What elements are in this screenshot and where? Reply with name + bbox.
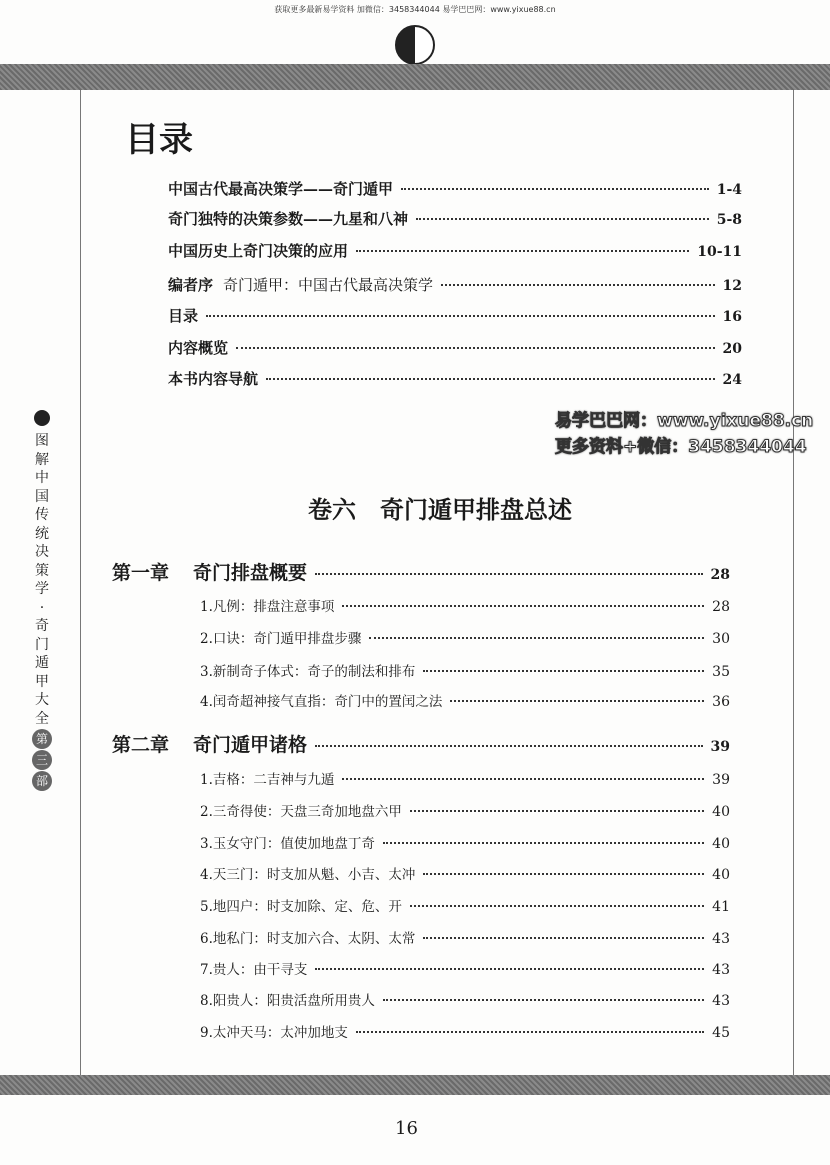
toc-title: 目录 [168,307,199,325]
watermark-line: 易学巴巴网：www.yixue88.cn [555,411,814,431]
section-page: 43 [712,993,730,1009]
toc-page: 24 [722,372,742,388]
toc-entry [168,208,742,229]
section-label: 1.吉格：二吉神与九遁 [200,772,335,788]
chapter-label [112,558,307,585]
side-badge: 三 [32,750,52,770]
leader-dots [356,250,689,252]
toc-page: 1-4 [716,182,742,198]
leader-dots [342,778,704,780]
side-char: 奇 [35,618,49,634]
toc-entry [168,337,742,358]
side-char: · [39,599,45,616]
section-entry [200,800,730,820]
section-label: 4.天三门：时支加从魁、小吉、太冲 [200,867,416,883]
side-char: 中 [35,470,49,486]
section-entry [200,989,730,1009]
toc-title: 中国历史上奇门决策的应用 [168,242,349,260]
leader-dots [356,1031,704,1033]
section-label: 2.三奇得使：天盘三奇加地盘六甲 [200,804,402,820]
toc-page: 20 [722,341,742,357]
toc-label [168,368,258,389]
section-page: 43 [712,962,730,978]
section-entry [200,690,730,710]
watermark [555,408,813,460]
toc-title: 本书内容导航 [168,370,259,388]
side-char: 决 [35,544,49,560]
toc-title: 奇门独特的决策参数——九星和八神 [168,210,409,228]
leader-dots [236,347,715,349]
section-page: 41 [712,899,730,915]
leader-dots [206,315,715,317]
leader-dots [410,905,704,907]
toc-label [168,178,393,199]
section-entry [200,595,730,615]
side-char: 策 [35,562,49,579]
section-entry [200,627,730,647]
leader-dots [423,937,704,939]
leader-dots [315,968,704,970]
section-page: 45 [712,1025,730,1041]
section-label: 7.贵人：由干寻支 [200,962,308,978]
side-char: 遁 [35,655,49,671]
section-entry [200,927,730,947]
section-label: 3.新制奇子体式：奇子的制法和排布 [200,664,416,680]
right-rule [793,90,794,1075]
section-entry [200,1021,730,1041]
section-page: 40 [712,836,730,852]
section-page: 36 [712,694,730,710]
header-band [0,64,830,90]
side-char: 解 [35,451,49,468]
side-series-title [30,410,54,792]
toc-label [168,337,228,358]
toc-label [168,305,198,326]
section-entry [200,832,730,852]
chapter-name: 奇门排盘概要 [193,562,308,584]
section-page: 35 [712,664,730,680]
section-page: 28 [712,599,730,615]
section-label: 2.口诀：奇门遁甲排盘步骤 [200,631,362,647]
side-char: 学 [35,581,49,597]
left-rule [80,90,81,1075]
section-label: 9.太冲天马：太冲加地支 [200,1025,348,1041]
side-badge: 部 [32,771,52,791]
side-char: 门 [35,636,49,653]
leader-dots [416,218,709,220]
chapter-page: 39 [710,739,730,755]
leader-dots [450,700,704,702]
chapter-name: 奇门遁甲诸格 [193,734,308,756]
section-label: 5.地四户：时支加除、定、危、开 [200,899,402,915]
section-page: 30 [712,631,730,647]
watermark-line: 更多资料+微信：3458344044 [555,437,807,457]
leader-dots [315,745,702,747]
section-label: 1.凡例：排盘注意事项 [200,599,335,615]
toc-entry [168,368,742,389]
chapter-entry [112,730,730,757]
side-char: 国 [35,488,49,505]
chapter-number: 第二章 [112,734,170,756]
section-heading: 卷六 奇门遁甲排盘总述 [308,496,572,524]
section-label: 6.地私门：时支加六合、太阴、太常 [200,931,416,947]
section-page: 39 [712,772,730,788]
leader-dots [342,605,704,607]
footer-band [0,1075,830,1095]
side-char: 传 [35,507,49,523]
leader-dots [441,284,714,286]
side-char: 大 [35,692,49,708]
toc-page: 10-11 [697,244,742,260]
side-char: 甲 [35,673,49,690]
leader-dots [410,810,704,812]
leader-dots [423,873,704,875]
chapter-entry [112,558,730,585]
section-label: 3.玉女守门：值使加地盘丁奇 [200,836,375,852]
leader-dots [383,999,704,1001]
page-number: 16 [395,1118,418,1139]
side-char: 图 [35,433,49,449]
leader-dots [423,670,704,672]
section-entry [200,863,730,883]
toc-entry [168,240,742,261]
toc-entry [168,305,742,326]
toc-subtitle: 奇门遁甲：中国古代最高决策学 [223,276,434,294]
toc-title: 中国古代最高决策学——奇门遁甲 [168,180,394,198]
yin-yang-icon [395,25,435,65]
chapter-page: 28 [710,567,730,583]
section-page: 40 [712,867,730,883]
page-title: 目录 [125,120,193,160]
leader-dots [369,637,704,639]
toc-label [168,208,408,229]
toc-label [168,240,348,261]
toc-page: 12 [722,278,742,294]
leader-dots [383,842,704,844]
side-char: 全 [35,710,49,727]
section-page: 43 [712,931,730,947]
toc-title: 编者序 [168,276,214,294]
toc-page: 5-8 [716,212,742,228]
leader-dots [315,573,702,575]
top-note: 获取更多最新易学资料 加微信：3458344044 易学巴巴网：www.yixue88.cn [274,5,556,14]
section-page: 40 [712,804,730,820]
section-entry [200,895,730,915]
toc-label [168,274,433,295]
leader-dots [266,378,715,380]
chapter-number: 第一章 [112,562,170,584]
section-entry [200,958,730,978]
section-label: 4.闰奇超神接气直指：奇门中的置闰之法 [200,694,443,710]
yin-yang-icon [34,410,50,426]
toc-page: 16 [722,309,742,325]
side-char: 统 [35,525,49,542]
chapter-label [112,730,307,757]
toc-title: 内容概览 [168,339,229,357]
toc-entry [168,178,742,199]
leader-dots [401,188,709,190]
section-label: 8.阳贵人：阳贵活盘所用贵人 [200,993,375,1009]
side-badge: 第 [32,729,52,749]
section-entry [200,660,730,680]
section-entry [200,768,730,788]
toc-entry [168,274,742,295]
